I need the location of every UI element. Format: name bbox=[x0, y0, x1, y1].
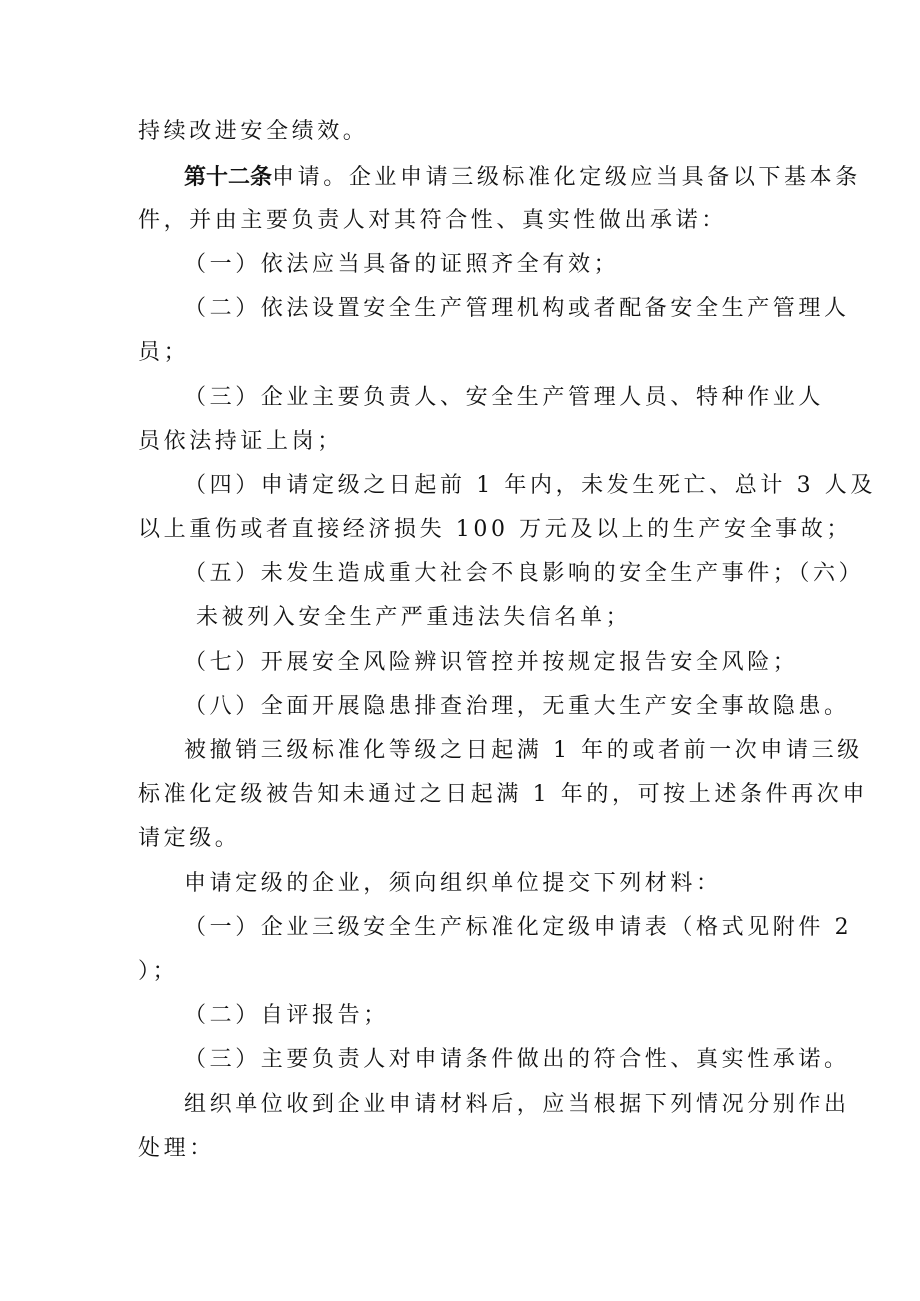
text-line: ）； bbox=[138, 959, 179, 984]
article-line bbox=[0, 162, 920, 193]
text-line: （二）依法设置安全生产管理机构或者配备安全生产管理人 bbox=[184, 296, 850, 321]
text-line: （一）依法应当具备的证照齐全有效； bbox=[184, 252, 620, 277]
text-line: （八）全面开展隐患排查治理，无重大生产安全事故隐患。 bbox=[184, 694, 850, 719]
text-line: 未被列入安全生产严重违法失信名单； bbox=[196, 605, 632, 630]
text-line: 员； bbox=[138, 340, 190, 365]
text-line: 处理： bbox=[138, 1136, 215, 1161]
text-line: 被撤销三级标准化等级之日起满 1 年的或者前一次申请三级 bbox=[184, 738, 863, 763]
text-line: （一）企业三级安全生产标准化定级申请表（格式见附件 2 bbox=[184, 915, 853, 940]
text-line: （七）开展安全风险辨识管控并按规定报告安全风险； bbox=[184, 650, 799, 675]
text-line: 组织单位收到企业申请材料后，应当根据下列情况分别作出 bbox=[184, 1092, 850, 1117]
text-line: 员依法持证上岗； bbox=[138, 429, 343, 454]
text-line: 请定级。 bbox=[138, 826, 241, 851]
text-line: 以上重伤或者直接经济损失 100 万元及以上的生产安全事故； bbox=[138, 517, 852, 542]
text-line: 标准化定级被告知未通过之日起满 1 年的，可按上述条件再次申 bbox=[138, 782, 868, 807]
article-text: 申请。企业申请三级标准化定级应当具备以下基本条 bbox=[272, 165, 861, 190]
text-line: （三）企业主要负责人、安全生产管理人员、特种作业人 bbox=[184, 385, 825, 410]
text-line: 持续改进安全绩效。 bbox=[138, 119, 369, 144]
text-line: （四）申请定级之日起前 1 年内，未发生死亡、总计 3 人及 bbox=[184, 473, 876, 498]
text-line: （五）未发生造成重大社会不良影响的安全生产事件；（六） bbox=[184, 561, 865, 586]
text-line: （二）自评报告； bbox=[184, 1003, 389, 1028]
text-line: 件，并由主要负责人对其符合性、真实性做出承诺： bbox=[138, 208, 727, 233]
article-heading: 第十二条 bbox=[184, 164, 273, 190]
text-line: （三）主要负责人对申请条件做出的符合性、真实性承诺。 bbox=[184, 1047, 850, 1072]
text-line: 申请定级的企业，须向组织单位提交下列材料： bbox=[184, 871, 722, 896]
